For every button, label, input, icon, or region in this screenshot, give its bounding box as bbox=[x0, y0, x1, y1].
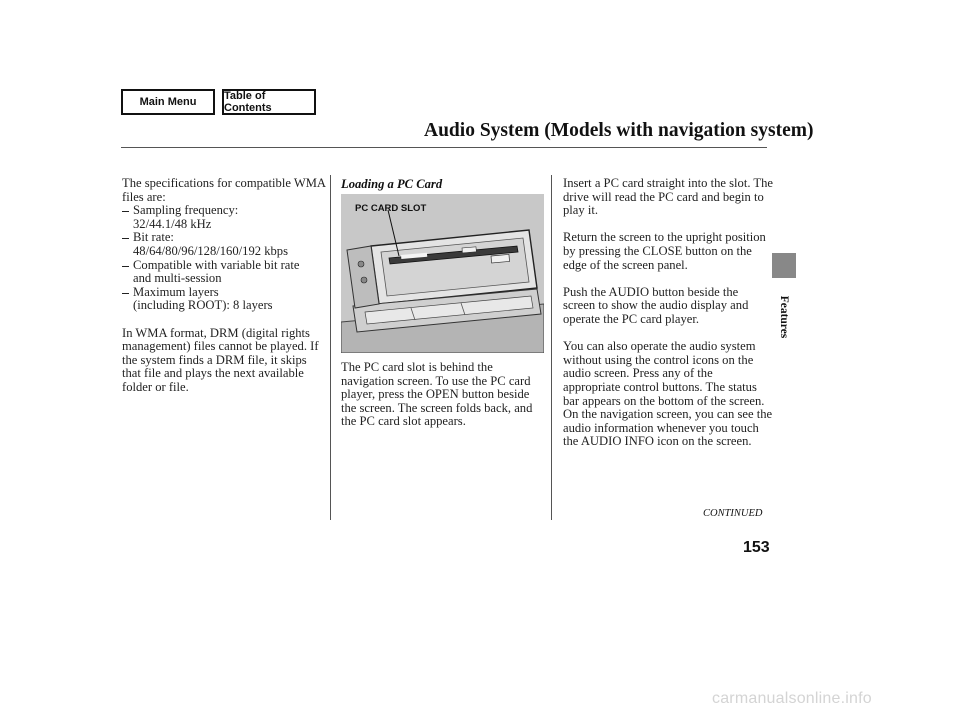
spec-label: Maximum layers bbox=[133, 284, 219, 299]
text-column-1 bbox=[122, 177, 327, 408]
text-column-3 bbox=[563, 177, 773, 462]
wma-intro: The specifications for compatible WMA files are: bbox=[122, 176, 326, 204]
text-column-2 bbox=[341, 361, 547, 443]
spec-label: Sampling frequency: bbox=[133, 203, 239, 218]
header-divider bbox=[121, 147, 767, 148]
list-item bbox=[122, 231, 327, 258]
figure-callout-label: PC CARD SLOT bbox=[355, 203, 427, 214]
pc-card-slot-drawing bbox=[341, 194, 544, 353]
pc-card-slot-illustration bbox=[341, 194, 544, 353]
audio-button-paragraph: Push the AUDIO button beside the screen to show the audio display and operate the PC card player. bbox=[563, 284, 749, 326]
spec-value: (including ROOT): 8 layers bbox=[133, 298, 273, 313]
column-divider-1 bbox=[330, 175, 331, 520]
close-screen-paragraph: Return the screen to the upright position by pressing the CLOSE button on the edge of the screen panel. bbox=[563, 230, 766, 272]
spec-value: and multi-session bbox=[133, 271, 222, 286]
insert-card-paragraph: Insert a PC card straight into the slot. The drive will read the PC card and begin to play it. bbox=[563, 176, 773, 218]
control-buttons-paragraph: You can also operate the audio system without using the control icons on the audio screen. Press any of the appropriate control buttons. The status bar appears on the bottom of the screen. On the navigation screen, you can see the audio information whenever you touch the AUDIO INFO icon on the screen. bbox=[563, 339, 773, 449]
spec-label: Bit rate: bbox=[133, 230, 174, 245]
column-divider-2 bbox=[551, 175, 552, 520]
wma-spec-list bbox=[122, 204, 327, 313]
table-of-contents-button[interactable]: Table of Contents bbox=[222, 89, 316, 115]
list-item bbox=[122, 204, 327, 231]
main-menu-button[interactable]: Main Menu bbox=[121, 89, 215, 115]
site-watermark: carmanualsonline.info bbox=[712, 690, 872, 707]
spec-label: Compatible with variable bit rate bbox=[133, 257, 300, 272]
pc-card-slot-paragraph: The PC card slot is behind the navigation screen. To use the PC card player, press the OPEN button beside the screen. The screen folds back, and the PC card slot appears. bbox=[341, 360, 533, 429]
section-side-label bbox=[777, 282, 791, 352]
drm-paragraph: In WMA format, DRM (digital rights management) files cannot be played. If the system finds a DRM file, it skips that file and plays the next available folder or file. bbox=[122, 325, 319, 394]
spec-value: 48/64/80/96/128/160/192 kbps bbox=[133, 243, 288, 258]
list-item bbox=[122, 286, 327, 313]
spec-value: 32/44.1/48 kHz bbox=[133, 216, 212, 231]
section-heading: Loading a PC Card bbox=[341, 177, 443, 191]
page-title: Audio System (Models with navigation system) bbox=[424, 120, 814, 141]
section-side-label-text: Features bbox=[778, 295, 790, 339]
list-item bbox=[122, 259, 327, 286]
continued-label: CONTINUED bbox=[703, 508, 763, 519]
section-tab-marker bbox=[772, 253, 796, 278]
page-number: 153 bbox=[743, 539, 770, 556]
